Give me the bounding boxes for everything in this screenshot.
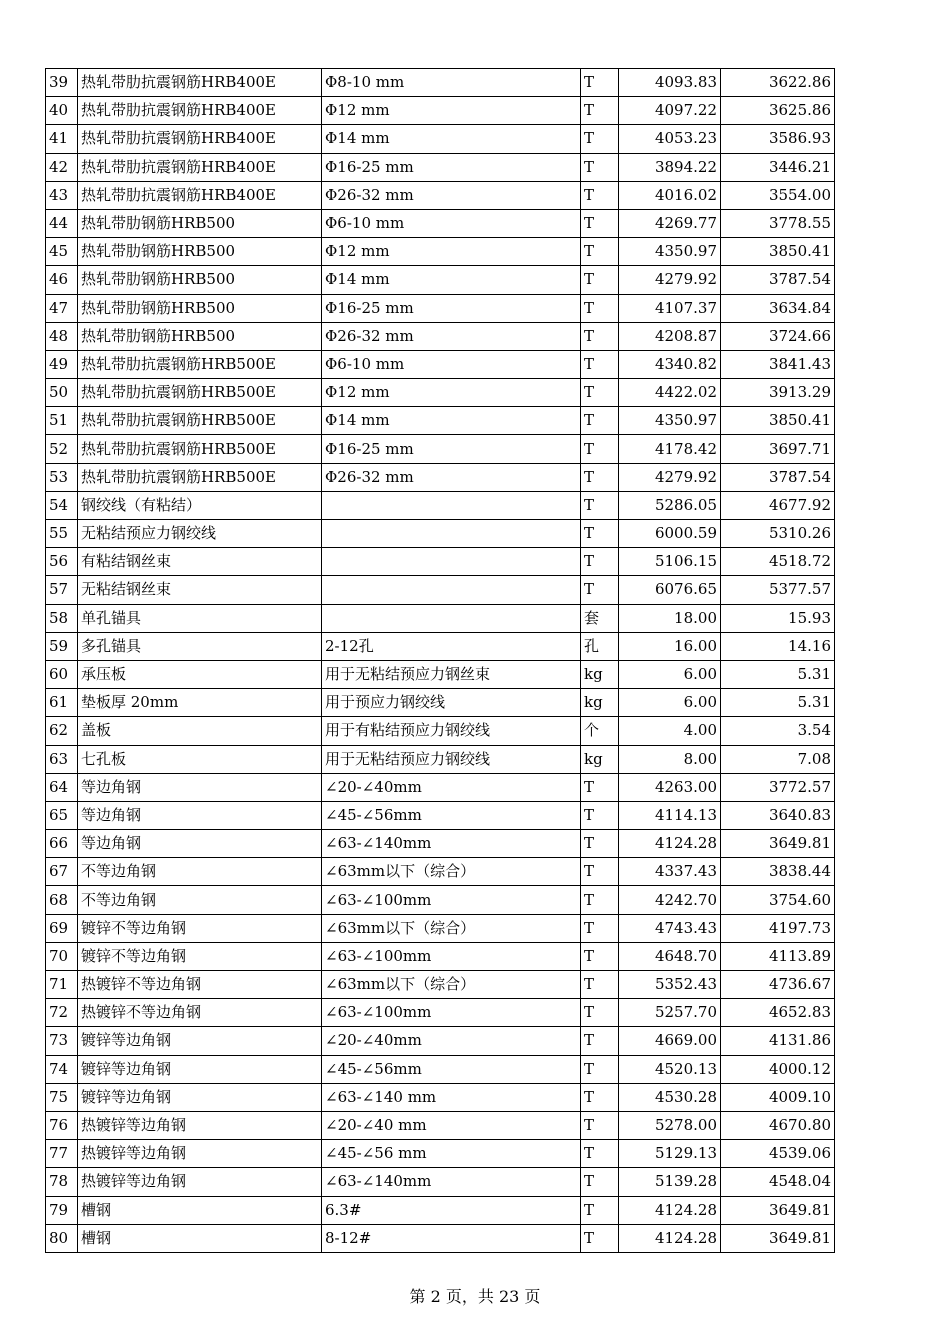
row-number-cell: 73 [46,1027,78,1055]
table-row [46,689,835,717]
price-incl-tax-cell: 5139.28 [619,1168,721,1196]
price-excl-tax-cell: 3724.66 [721,322,835,350]
row-number-cell: 57 [46,576,78,604]
specification-cell: Φ6-10 mm [322,350,581,378]
unit-cell: T [581,209,619,237]
price-incl-tax-cell: 4340.82 [619,350,721,378]
price-table-body [46,69,835,1253]
table-row [46,1055,835,1083]
price-incl-tax-cell: 4053.23 [619,125,721,153]
unit-cell: T [581,1224,619,1252]
price-excl-tax-cell: 3838.44 [721,858,835,886]
table-row [46,350,835,378]
unit-cell: T [581,463,619,491]
unit-cell: T [581,520,619,548]
specification-cell: Φ16-25 mm [322,153,581,181]
price-excl-tax-cell: 4000.12 [721,1055,835,1083]
price-excl-tax-cell: 4131.86 [721,1027,835,1055]
unit-cell: kg [581,745,619,773]
price-excl-tax-cell: 3586.93 [721,125,835,153]
unit-cell: T [581,858,619,886]
specification-cell: 用于预应力钢绞线 [322,689,581,717]
price-incl-tax-cell: 4743.43 [619,914,721,942]
material-name-cell: 热镀锌不等边角钢 [78,971,322,999]
price-incl-tax-cell: 4263.00 [619,773,721,801]
price-incl-tax-cell: 8.00 [619,745,721,773]
specification-cell [322,604,581,632]
price-incl-tax-cell: 6.00 [619,689,721,717]
price-incl-tax-cell: 16.00 [619,632,721,660]
specification-cell: Φ12 mm [322,379,581,407]
specification-cell: ∠20-∠40mm [322,1027,581,1055]
material-name-cell: 盖板 [78,717,322,745]
row-number-cell: 71 [46,971,78,999]
specification-cell: ∠63-∠140 mm [322,1083,581,1111]
material-name-cell: 镀锌等边角钢 [78,1027,322,1055]
row-number-cell: 74 [46,1055,78,1083]
material-name-cell: 热镀锌等边角钢 [78,1140,322,1168]
material-name-cell: 承压板 [78,660,322,688]
material-name-cell: 热轧带肋抗震钢筋HRB400E [78,125,322,153]
table-row [46,435,835,463]
material-name-cell: 热轧带肋钢筋HRB500 [78,266,322,294]
price-excl-tax-cell: 3649.81 [721,1224,835,1252]
price-incl-tax-cell: 6000.59 [619,520,721,548]
material-name-cell: 等边角钢 [78,773,322,801]
material-name-cell: 镀锌等边角钢 [78,1083,322,1111]
material-name-cell: 等边角钢 [78,830,322,858]
material-name-cell: 热轧带肋钢筋HRB500 [78,294,322,322]
table-row [46,886,835,914]
price-incl-tax-cell: 4178.42 [619,435,721,463]
table-row [46,717,835,745]
unit-cell: T [581,773,619,801]
price-excl-tax-cell: 4113.89 [721,942,835,970]
specification-cell: ∠63mm以下（综合） [322,971,581,999]
material-name-cell: 多孔锚具 [78,632,322,660]
material-name-cell: 热轧带肋抗震钢筋HRB400E [78,181,322,209]
price-excl-tax-cell: 3697.71 [721,435,835,463]
table-row [46,548,835,576]
price-excl-tax-cell: 14.16 [721,632,835,660]
price-incl-tax-cell: 4097.22 [619,97,721,125]
price-incl-tax-cell: 4337.43 [619,858,721,886]
row-number-cell: 39 [46,69,78,97]
unit-cell: T [581,1168,619,1196]
price-excl-tax-cell: 4652.83 [721,999,835,1027]
unit-cell: T [581,350,619,378]
specification-cell: ∠63mm以下（综合） [322,858,581,886]
row-number-cell: 64 [46,773,78,801]
table-row [46,1111,835,1139]
material-name-cell: 槽钢 [78,1196,322,1224]
table-row [46,1027,835,1055]
specification-cell: Φ16-25 mm [322,294,581,322]
page-footer: 第 2 页，共 23 页 [409,1287,541,1306]
price-incl-tax-cell: 4.00 [619,717,721,745]
table-row [46,576,835,604]
price-excl-tax-cell: 5.31 [721,660,835,688]
table-row [46,1168,835,1196]
price-excl-tax-cell: 5.31 [721,689,835,717]
table-row [46,97,835,125]
price-excl-tax-cell: 5310.26 [721,520,835,548]
material-name-cell: 镀锌不等边角钢 [78,914,322,942]
row-number-cell: 61 [46,689,78,717]
table-row [46,407,835,435]
table-row [46,1140,835,1168]
unit-cell: T [581,407,619,435]
material-name-cell: 镀锌等边角钢 [78,1055,322,1083]
specification-cell: ∠45-∠56 mm [322,1140,581,1168]
table-row [46,801,835,829]
price-excl-tax-cell: 15.93 [721,604,835,632]
unit-cell: T [581,435,619,463]
table-row [46,294,835,322]
specification-cell: ∠63-∠140mm [322,1168,581,1196]
table-row [46,971,835,999]
price-excl-tax-cell: 3.54 [721,717,835,745]
row-number-cell: 44 [46,209,78,237]
row-number-cell: 78 [46,1168,78,1196]
unit-cell: T [581,491,619,519]
material-name-cell: 无粘结钢丝束 [78,576,322,604]
specification-cell: ∠63-∠100mm [322,999,581,1027]
row-number-cell: 42 [46,153,78,181]
material-name-cell: 热轧带肋抗震钢筋HRB500E [78,350,322,378]
row-number-cell: 49 [46,350,78,378]
unit-cell: T [581,999,619,1027]
price-excl-tax-cell: 3640.83 [721,801,835,829]
price-incl-tax-cell: 5286.05 [619,491,721,519]
table-row [46,238,835,266]
unit-cell: T [581,1083,619,1111]
price-incl-tax-cell: 4124.28 [619,830,721,858]
material-name-cell: 热镀锌等边角钢 [78,1111,322,1139]
row-number-cell: 60 [46,660,78,688]
material-name-cell: 无粘结预应力钢绞线 [78,520,322,548]
material-name-cell: 热轧带肋抗震钢筋HRB500E [78,463,322,491]
row-number-cell: 52 [46,435,78,463]
unit-cell: T [581,942,619,970]
unit-cell: T [581,1111,619,1139]
unit-cell: T [581,153,619,181]
table-row [46,1224,835,1252]
table-row [46,379,835,407]
price-incl-tax-cell: 4124.28 [619,1224,721,1252]
row-number-cell: 69 [46,914,78,942]
row-number-cell: 76 [46,1111,78,1139]
material-name-cell: 热轧带肋抗震钢筋HRB400E [78,69,322,97]
unit-cell: T [581,1196,619,1224]
table-row [46,209,835,237]
row-number-cell: 46 [46,266,78,294]
material-name-cell: 钢绞线（有粘结） [78,491,322,519]
row-number-cell: 41 [46,125,78,153]
specification-cell: Φ8-10 mm [322,69,581,97]
table-row [46,914,835,942]
unit-cell: T [581,801,619,829]
price-excl-tax-cell: 3850.41 [721,238,835,266]
material-name-cell: 七孔板 [78,745,322,773]
table-row [46,830,835,858]
specification-cell [322,576,581,604]
unit-cell: T [581,1027,619,1055]
specification-cell: Φ12 mm [322,238,581,266]
price-excl-tax-cell: 7.08 [721,745,835,773]
specification-cell: ∠45-∠56mm [322,801,581,829]
row-number-cell: 68 [46,886,78,914]
specification-cell: 用于无粘结预应力钢绞线 [322,745,581,773]
table-row [46,153,835,181]
row-number-cell: 59 [46,632,78,660]
row-number-cell: 67 [46,858,78,886]
row-number-cell: 40 [46,97,78,125]
price-incl-tax-cell: 4669.00 [619,1027,721,1055]
price-excl-tax-cell: 4539.06 [721,1140,835,1168]
price-excl-tax-cell: 3850.41 [721,407,835,435]
material-name-cell: 热轧带肋抗震钢筋HRB400E [78,97,322,125]
price-incl-tax-cell: 4279.92 [619,463,721,491]
price-excl-tax-cell: 3622.86 [721,69,835,97]
price-excl-tax-cell: 3787.54 [721,266,835,294]
price-excl-tax-cell: 4518.72 [721,548,835,576]
row-number-cell: 72 [46,999,78,1027]
unit-cell: T [581,266,619,294]
specification-cell: 6.3# [322,1196,581,1224]
price-incl-tax-cell: 5129.13 [619,1140,721,1168]
price-incl-tax-cell: 4530.28 [619,1083,721,1111]
specification-cell: ∠63-∠140mm [322,830,581,858]
row-number-cell: 54 [46,491,78,519]
material-name-cell: 镀锌不等边角钢 [78,942,322,970]
price-incl-tax-cell: 4269.77 [619,209,721,237]
row-number-cell: 79 [46,1196,78,1224]
price-incl-tax-cell: 4242.70 [619,886,721,914]
unit-cell: 套 [581,604,619,632]
table-row [46,999,835,1027]
price-incl-tax-cell: 4208.87 [619,322,721,350]
price-excl-tax-cell: 4009.10 [721,1083,835,1111]
price-excl-tax-cell: 3554.00 [721,181,835,209]
specification-cell: ∠63-∠100mm [322,886,581,914]
price-excl-tax-cell: 3772.57 [721,773,835,801]
row-number-cell: 62 [46,717,78,745]
specification-cell: ∠45-∠56mm [322,1055,581,1083]
unit-cell: T [581,238,619,266]
material-name-cell: 不等边角钢 [78,886,322,914]
unit-cell: kg [581,660,619,688]
specification-cell: Φ14 mm [322,407,581,435]
specification-cell: 用于有粘结预应力钢绞线 [322,717,581,745]
material-name-cell: 有粘结钢丝束 [78,548,322,576]
table-row [46,1083,835,1111]
price-excl-tax-cell: 3841.43 [721,350,835,378]
row-number-cell: 43 [46,181,78,209]
unit-cell: T [581,294,619,322]
price-excl-tax-cell: 4736.67 [721,971,835,999]
specification-cell [322,548,581,576]
material-name-cell: 热轧带肋钢筋HRB500 [78,209,322,237]
price-excl-tax-cell: 3634.84 [721,294,835,322]
specification-cell: Φ12 mm [322,97,581,125]
unit-cell: T [581,125,619,153]
price-excl-tax-cell: 3649.81 [721,830,835,858]
price-excl-tax-cell: 4670.80 [721,1111,835,1139]
unit-cell: T [581,379,619,407]
price-excl-tax-cell: 3754.60 [721,886,835,914]
price-incl-tax-cell: 4279.92 [619,266,721,294]
specification-cell: ∠63-∠100mm [322,942,581,970]
price-incl-tax-cell: 4124.28 [619,1196,721,1224]
table-row [46,604,835,632]
material-name-cell: 槽钢 [78,1224,322,1252]
unit-cell: 个 [581,717,619,745]
unit-cell: T [581,576,619,604]
price-incl-tax-cell: 6.00 [619,660,721,688]
table-row [46,463,835,491]
table-row [46,942,835,970]
material-name-cell: 热镀锌等边角钢 [78,1168,322,1196]
price-incl-tax-cell: 4422.02 [619,379,721,407]
price-incl-tax-cell: 5278.00 [619,1111,721,1139]
price-excl-tax-cell: 4197.73 [721,914,835,942]
material-name-cell: 热镀锌不等边角钢 [78,999,322,1027]
row-number-cell: 55 [46,520,78,548]
table-row [46,745,835,773]
price-excl-tax-cell: 5377.57 [721,576,835,604]
table-row [46,125,835,153]
specification-cell: Φ14 mm [322,266,581,294]
row-number-cell: 45 [46,238,78,266]
row-number-cell: 75 [46,1083,78,1111]
table-row [46,491,835,519]
row-number-cell: 51 [46,407,78,435]
unit-cell: T [581,830,619,858]
table-row [46,858,835,886]
material-name-cell: 热轧带肋抗震钢筋HRB400E [78,153,322,181]
price-incl-tax-cell: 4520.13 [619,1055,721,1083]
row-number-cell: 53 [46,463,78,491]
row-number-cell: 58 [46,604,78,632]
material-name-cell: 单孔锚具 [78,604,322,632]
material-name-cell: 热轧带肋抗震钢筋HRB500E [78,435,322,463]
material-name-cell: 不等边角钢 [78,858,322,886]
table-row [46,773,835,801]
table-row [46,322,835,350]
price-incl-tax-cell: 4648.70 [619,942,721,970]
specification-cell: Φ26-32 mm [322,181,581,209]
price-excl-tax-cell: 3625.86 [721,97,835,125]
price-incl-tax-cell: 4114.13 [619,801,721,829]
unit-cell: T [581,548,619,576]
specification-cell: 2-12孔 [322,632,581,660]
row-number-cell: 63 [46,745,78,773]
price-incl-tax-cell: 3894.22 [619,153,721,181]
specification-cell: 8-12# [322,1224,581,1252]
unit-cell: 孔 [581,632,619,660]
specification-cell: Φ26-32 mm [322,322,581,350]
unit-cell: T [581,97,619,125]
specification-cell: Φ14 mm [322,125,581,153]
price-excl-tax-cell: 4548.04 [721,1168,835,1196]
material-name-cell: 垫板厚 20mm [78,689,322,717]
unit-cell: T [581,971,619,999]
row-number-cell: 66 [46,830,78,858]
row-number-cell: 56 [46,548,78,576]
row-number-cell: 77 [46,1140,78,1168]
material-name-cell: 热轧带肋抗震钢筋HRB500E [78,379,322,407]
price-excl-tax-cell: 3913.29 [721,379,835,407]
price-incl-tax-cell: 4107.37 [619,294,721,322]
material-name-cell: 等边角钢 [78,801,322,829]
material-name-cell: 热轧带肋抗震钢筋HRB500E [78,407,322,435]
specification-cell [322,520,581,548]
row-number-cell: 70 [46,942,78,970]
unit-cell: kg [581,689,619,717]
row-number-cell: 50 [46,379,78,407]
specification-cell: ∠63mm以下（综合） [322,914,581,942]
unit-cell: T [581,886,619,914]
table-row [46,660,835,688]
specification-cell [322,491,581,519]
price-incl-tax-cell: 4350.97 [619,238,721,266]
price-incl-tax-cell: 5257.70 [619,999,721,1027]
price-incl-tax-cell: 4093.83 [619,69,721,97]
price-excl-tax-cell: 3778.55 [721,209,835,237]
row-number-cell: 48 [46,322,78,350]
price-incl-tax-cell: 6076.65 [619,576,721,604]
price-excl-tax-cell: 3787.54 [721,463,835,491]
table-row [46,1196,835,1224]
row-number-cell: 65 [46,801,78,829]
price-incl-tax-cell: 5352.43 [619,971,721,999]
unit-cell: T [581,69,619,97]
row-number-cell: 80 [46,1224,78,1252]
price-incl-tax-cell: 4016.02 [619,181,721,209]
price-incl-tax-cell: 5106.15 [619,548,721,576]
specification-cell: ∠20-∠40 mm [322,1111,581,1139]
specification-cell: Φ6-10 mm [322,209,581,237]
unit-cell: T [581,322,619,350]
specification-cell: Φ26-32 mm [322,463,581,491]
unit-cell: T [581,914,619,942]
price-incl-tax-cell: 4350.97 [619,407,721,435]
table-row [46,181,835,209]
price-excl-tax-cell: 3649.81 [721,1196,835,1224]
price-incl-tax-cell: 18.00 [619,604,721,632]
table-row [46,69,835,97]
material-name-cell: 热轧带肋钢筋HRB500 [78,322,322,350]
unit-cell: T [581,1140,619,1168]
row-number-cell: 47 [46,294,78,322]
table-row [46,632,835,660]
price-excl-tax-cell: 4677.92 [721,491,835,519]
price-excl-tax-cell: 3446.21 [721,153,835,181]
material-name-cell: 热轧带肋钢筋HRB500 [78,238,322,266]
specification-cell: 用于无粘结预应力钢丝束 [322,660,581,688]
table-row [46,266,835,294]
unit-cell: T [581,1055,619,1083]
unit-cell: T [581,181,619,209]
specification-cell: ∠20-∠40mm [322,773,581,801]
table-row [46,520,835,548]
price-table [45,68,835,1253]
specification-cell: Φ16-25 mm [322,435,581,463]
